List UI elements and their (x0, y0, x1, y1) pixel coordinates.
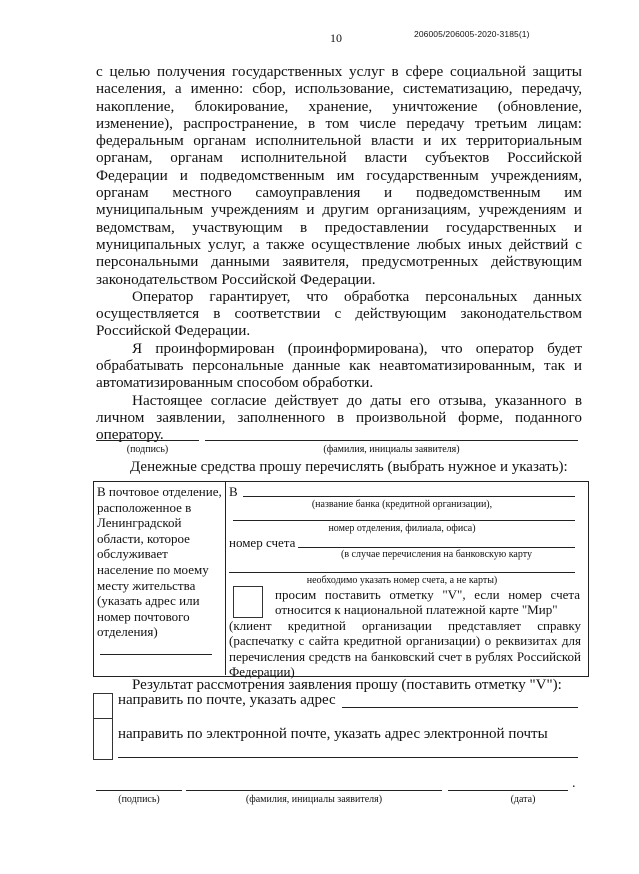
bank-certificate-note: (клиент кредитной организации представляет справку (распечатку с сайта кредитной организации) о реквизитах для перечисления средств на банковский счет в рублях Российской Федерации) (229, 618, 581, 680)
post-office-option: В почтовое отделение, расположенное в Ленинградской области, которое обслуживает население по моему месту жительства (указать адрес или номер почтового отделения) (97, 484, 222, 640)
date-caption: (дата) (510, 794, 536, 805)
branch-line[interactable] (233, 520, 575, 521)
result-heading: Результат рассмотрения заявления прошу (поставить отметку "V"): (132, 677, 562, 693)
bank-name-line[interactable] (243, 496, 575, 497)
bank-name-caption: (название банка (кредитной организации), (311, 499, 493, 510)
result-email-checkbox[interactable] (93, 718, 113, 760)
result-post-label: направить по почте, указать адрес (118, 692, 336, 708)
signature-caption-2: (подпись) (118, 794, 160, 805)
mir-card-checkbox[interactable] (233, 586, 263, 618)
account-caption: (в случае перечисления на банковскую карту (341, 549, 532, 560)
paragraph-validity: Настоящее согласие действует до даты его отзыва, указанного в личном заявлении, заполненного в произвольной форме, поданного оператору. (96, 391, 582, 444)
applicant-name-line-2[interactable] (186, 790, 442, 791)
consent-text (96, 63, 582, 444)
signature-caption: (подпись) (126, 444, 169, 455)
applicant-name-caption: (фамилия, инициалы заявителя) (323, 444, 460, 455)
account-note: необходимо указать номер счета, а не карты) (306, 575, 498, 586)
document-id: 206005/206005-2020-3185(1) (414, 29, 530, 39)
result-post-checkbox[interactable] (93, 693, 113, 719)
transfer-heading: Денежные средства прошу перечислять (выбрать нужное и указать): (130, 459, 568, 475)
paragraph-operator-guarantee: Оператор гарантирует, что обработка персональных данных осуществляется в соответствии с действующим законодательством Российской Федерации. (96, 287, 582, 340)
trailing-dot: . (572, 776, 576, 791)
email-address-line[interactable] (118, 757, 578, 758)
account-number-line[interactable] (298, 547, 575, 548)
date-line[interactable] (448, 790, 568, 791)
account-extra-line[interactable] (229, 572, 575, 573)
branch-caption: номер отделения, филиала, офиса) (328, 523, 476, 534)
bank-prefix: В (229, 484, 238, 499)
account-label: номер счета (229, 535, 296, 550)
mir-card-text: просим поставить отметку "V", если номер счета относится к национальной платежной карте "Мир" (275, 587, 580, 618)
page-number: 10 (330, 31, 342, 45)
signature-line[interactable] (96, 440, 199, 441)
paragraph-informed: Я проинформирован (проинформирована), что оператор будет обрабатывать персональные данные как неавтоматизированным, так и автоматизированным способом обработки. (96, 339, 582, 392)
postal-address-line[interactable] (342, 707, 578, 708)
result-email-label: направить по электронной почте, указать адрес электронной почты (118, 726, 548, 742)
applicant-name-caption-2: (фамилия, инициалы заявителя) (245, 794, 383, 805)
post-office-address-line[interactable] (100, 654, 212, 655)
applicant-name-line[interactable] (205, 440, 578, 441)
signature-line-2[interactable] (96, 790, 182, 791)
paragraph-processing-scope: с целью получения государственных услуг в сфере социальной защиты населения, а именно: сбор, использование, систематизацию, передачу, накопление, блокирование, хранение, уничтожение (обновление, изменение), распространение, в том числе передачу третьим лицам: федеральным органам исполнительной власти и их территориальным органам, органам исполнительной власти субъектов Российской Федерации и подведомственным им государственным учреждениям, органам местного самоуправления и подведомственным им муниципальным учреждениям и другим организациям, учреждениям и ведомствам, участвующим в предоставлении государственных и муниципальных услуг, а также осуществление любых иных действий с персональными данными заявителя, предусмотренных действующим законодательством Российской Федерации. (96, 63, 582, 288)
